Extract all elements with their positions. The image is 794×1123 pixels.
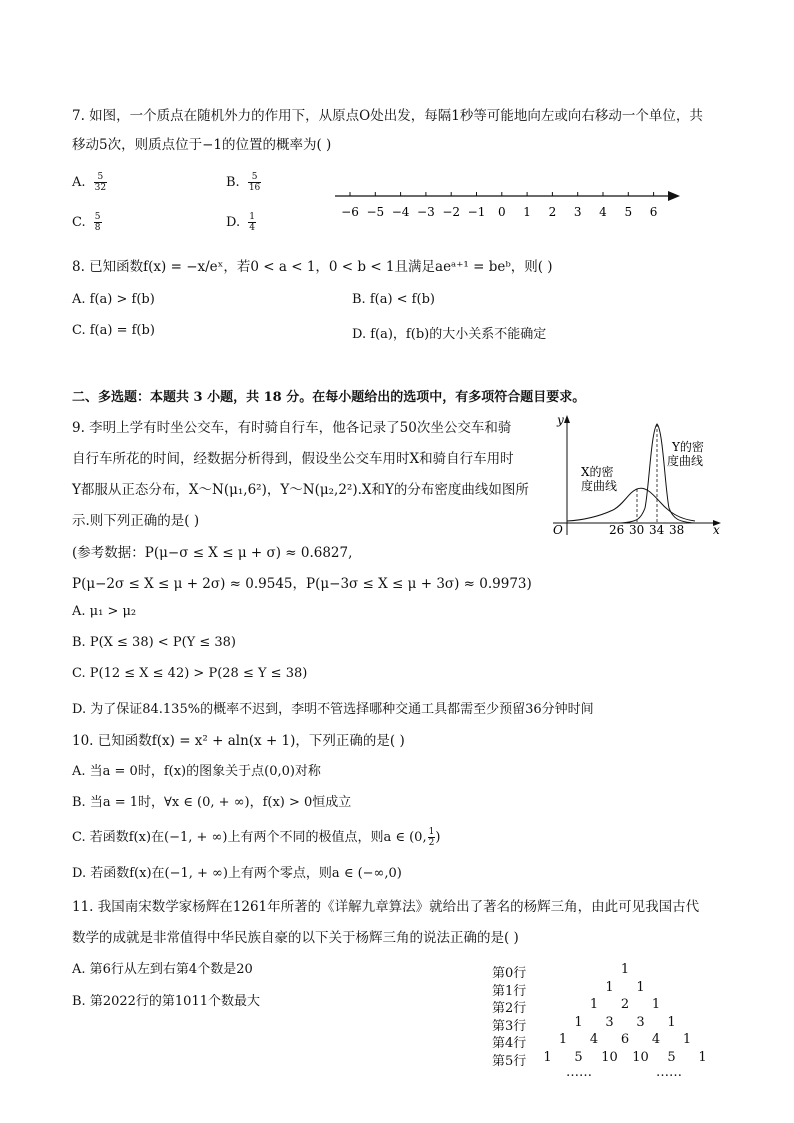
option-label: B. [226,175,240,190]
q9-option-b: B. P(X ≤ 38) < P(Y ≤ 38) [72,635,236,650]
q7-option-a [72,172,107,193]
q7-stem-line1: 7. 如图，一个质点在随机外力的作用下，从原点O处出发，每隔1秒等可能地向左或向右移动一个单位，共 [72,108,703,124]
number-line-label: −5 [366,205,385,219]
triangle-number: 5 [667,1049,676,1065]
q9-stem-line1: 9. 李明上学有时坐公交车，有时骑自行车，他各记录了50次坐公交车和骑 [72,420,512,436]
triangle-number: 1 [682,1032,692,1047]
q9-option-c: C. P(12 ≤ X ≤ 42) > P(28 ≤ Y ≤ 38) [72,666,308,681]
q8-option-d: D. f(a)，f(b)的大小关系不能确定 [352,327,547,342]
ellipsis-right: …… [656,1065,682,1080]
q7-option-c [72,212,102,233]
arrow-head-icon [668,191,680,201]
row-label: 第0行 [492,966,527,981]
section-heading: 二、多选题：本题共 3 小题，共 18 分。在每小题给出的选项中，有多项符合题目要求。 [72,390,586,405]
tick-26: 26 [609,523,625,537]
tick-30: 30 [629,523,645,537]
triangle-number: 1 [558,1032,568,1047]
normal-density-figure [545,410,725,540]
triangle-number: 10 [601,1049,618,1065]
triangle-number: 1 [620,962,630,977]
fraction: $\frac{5}{8}$ [94,212,101,233]
q8-option-b: B. f(a) < f(b) [352,292,435,307]
q8-option-a: A. f(a) > f(b) [72,292,155,307]
number-line-label: −2 [442,205,461,219]
option-tail: ) [435,830,441,845]
triangle-number: 10 [632,1049,649,1065]
number-line-label: −4 [391,205,410,219]
fraction: $\frac{5}{32}$ [94,172,107,193]
y-axis-arrow-icon [564,415,570,423]
q7-option-b [226,172,261,193]
q10-option-a: A. 当a = 0时，f(x)的图象关于点(0,0)对称 [72,764,321,779]
triangle-number: 1 [636,979,645,995]
q9-option-d: D. 为了保证84.135%的概率不迟到，李明不管选择哪种交通工具都需至少预留36分钟时间 [72,702,594,717]
q7-stem-line2: 移动5次，则质点位于−1的位置的概率为( ) [72,137,332,153]
option-label: D. [226,215,241,230]
triangle-number: 1 [605,979,614,995]
fraction: $\frac{5}{16}$ [248,172,261,193]
number-line-label: 5 [624,205,633,219]
q10-option-d: D. 若函数f(x)在(−1, + ∞)上有两个零点，则a ∈ (−∞,0) [72,866,402,881]
triangle-number: 6 [620,1032,630,1047]
q10-stem: 10. 已知函数f(x) = x² + aln(x + 1)，下列正确的是( ) [72,733,405,749]
row-label: 第4行 [492,1036,527,1051]
y-axis-label: y [557,413,564,427]
triangle-number: 1 [667,1014,676,1030]
option-label: C. [72,215,86,230]
q11-stem-line1: 11. 我国南宋数学家杨辉在1261年所著的《详解九章算法》就给出了著名的杨辉三角，由此可见我国古代 [72,899,700,915]
number-line-label: 3 [573,205,582,219]
q10-option-b: B. 当a = 1时，∀x ∈ (0, + ∞)，f(x) > 0恒成立 [72,795,352,810]
x-curve-label-line2: 度曲线 [581,479,618,493]
q9-reference-line2: P(μ−2σ ≤ X ≤ μ + 2σ) ≈ 0.9545，P(μ−3σ ≤ X ≤ μ + 3σ) ≈ 0.9973) [72,576,532,592]
triangle-number: 5 [574,1049,583,1065]
triangle-number: 4 [651,1032,661,1047]
fraction: $\frac{1}{4}$ [249,212,255,233]
y-curve-label-line2: 度曲线 [667,454,704,468]
number-line-label: 0 [497,205,506,219]
q9-stem-line3: Y都服从正态分布，X～N(μ₁,6²)，Y～N(μ₂,2²).X和Y的分布密度曲线如图所 [72,482,529,498]
x-axis-label: x [713,523,720,537]
number-line-label: 4 [599,205,607,219]
q11-stem-line2: 数学的成就是非常值得中华民族自豪的以下关于杨辉三角的说法正确的是( ) [72,930,519,946]
q9-option-a: A. μ₁ > μ₂ [72,604,137,619]
x-curve-label-line1: X的密 [581,465,614,479]
fraction: $\frac{1}{2}$ [428,827,435,848]
triangle-number: 2 [620,997,630,1012]
triangle-number: 1 [589,997,599,1012]
number-line-label: 1 [523,205,531,219]
row-label: 第3行 [492,1018,527,1034]
triangle-number: 1 [651,997,661,1012]
ellipsis-left: …… [566,1065,592,1080]
number-line-label: −1 [467,205,486,219]
number-line-label: 2 [548,205,557,219]
row-label: 第1行 [492,983,527,999]
tick-34: 34 [649,523,665,537]
q11-option-a: A. 第6行从左到右第4个数是20 [72,962,253,977]
triangle-number: 4 [589,1032,599,1047]
triangle-number: 1 [698,1049,707,1065]
y-density-curve [621,424,695,523]
q8-option-c: C. f(a) = f(b) [72,323,155,338]
option-label: A. [72,175,86,190]
x-density-curve [567,488,695,521]
number-line-figure [330,180,685,225]
q9-stem-line4: 示.则下列正确的是( ) [72,513,200,529]
row-label: 第5行 [492,1053,527,1069]
origin-label: O [553,523,563,537]
row-label: 第2行 [492,1001,527,1016]
q11-option-b: B. 第2022行的第1011个数最大 [72,994,260,1009]
option-text: C. 若函数f(x)在(−1, + ∞)上有两个不同的极值点，则a ∈ (0, [72,830,427,845]
q10-option-c [72,826,440,848]
q9-stem-line2: 自行车所花的时间，经数据分析得到，假设坐公交车用时X和骑自行车用时 [72,451,514,467]
yanghui-triangle [492,962,722,1082]
q9-reference-line1: (参考数据：P(μ−σ ≤ X ≤ μ + σ) ≈ 0.6827, [72,545,353,561]
number-line-label: −6 [341,205,359,219]
triangle-number: 1 [574,1014,583,1030]
number-line-label: −3 [417,205,435,219]
triangle-number: 1 [543,1049,552,1065]
q8-stem: 8. 已知函数f(x) = −x/eˣ，若0 < a < 1，0 < b < 1且满足aeᵃ⁺¹ = beᵇ，则( ) [72,259,553,275]
q7-option-d [226,212,256,233]
triangle-number: 3 [636,1014,645,1030]
number-line-label: 6 [649,205,658,219]
triangle-number: 3 [605,1014,614,1030]
y-curve-label-line1: Y的密 [672,440,704,454]
tick-38: 38 [669,523,685,537]
